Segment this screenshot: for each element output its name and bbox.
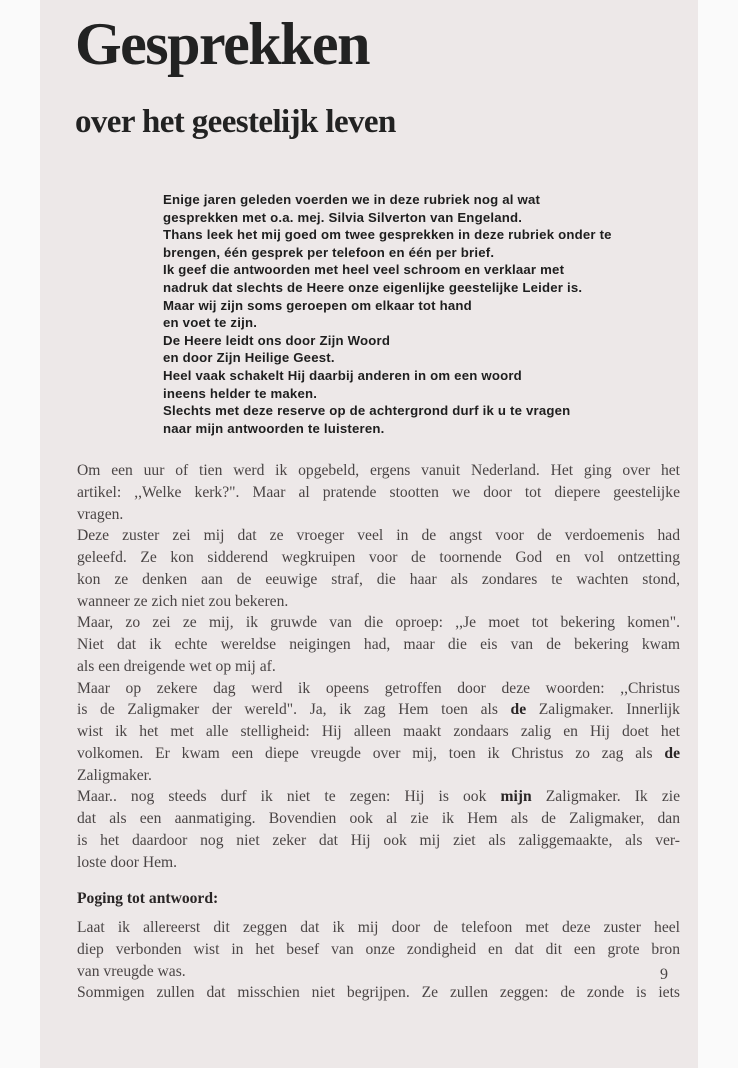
line-text: Om een uur of tien werd ik opgebeld, ergens vanuit Nederland. Het ging over het bbox=[77, 462, 680, 479]
line-text: Zaligmaker. bbox=[77, 766, 152, 784]
intro-line: Ik geef die antwoorden met heel veel schroom en verklaar met bbox=[163, 262, 565, 278]
line-text: Maar op zekere dag werd ik opeens getroffen door deze woorden: ,,Christus bbox=[77, 679, 680, 697]
line-text: is het daardoor nog niet zeker dat Hij ook mij ziet als zaliggemaakte, als ver- bbox=[77, 831, 680, 849]
line-text: wist ik het met alle stelligheid: Hij alleen maakt zondaars zalig en Hij doet het bbox=[77, 723, 680, 740]
text-line bbox=[77, 656, 680, 678]
emphasis: de bbox=[510, 701, 527, 719]
intro-line: Heel vaak schakelt Hij daarbij anderen in om een woord bbox=[163, 367, 522, 383]
text-line bbox=[77, 460, 680, 482]
text-line bbox=[77, 939, 680, 961]
line-text: als een dreigende wet op mij af. bbox=[77, 657, 276, 675]
text-line bbox=[77, 765, 680, 787]
page-subtitle: over het geestelijk leven bbox=[75, 104, 396, 140]
text-line bbox=[77, 830, 680, 852]
text-line bbox=[77, 786, 680, 808]
intro-line: brengen, één gesprek per telefoon en één per brief. bbox=[163, 244, 495, 260]
text-line bbox=[77, 852, 680, 874]
intro-line: Enige jaren geleden voerden we in deze rubriek nog al wat bbox=[163, 192, 541, 207]
text-line bbox=[77, 482, 680, 504]
text-line bbox=[77, 721, 680, 743]
answer-heading: Poging tot antwoord: bbox=[77, 890, 219, 908]
intro-line: gesprekken met o.a. mej. Silvia Silverton van Engeland. bbox=[163, 209, 523, 225]
line-text: is de Zaligmaker der wereld". Ja, ik zag Hem toen als bbox=[77, 701, 511, 719]
line-text: geleefd. Ze kon sidderend wegkruipen voor de toornende God en vol ontzetting bbox=[77, 549, 680, 566]
line-text: Zaligmaker. Ik zie bbox=[531, 788, 680, 806]
line-text: volkomen. Er kwam een diepe vreugde over mij, toen ik Christus zo zag als bbox=[77, 744, 665, 762]
intro-block bbox=[163, 191, 653, 437]
line-text: Sommigen zullen dat misschien niet begrijpen. Ze zullen zeggen: de zonde is iets bbox=[77, 984, 680, 1002]
text-line bbox=[77, 961, 680, 983]
intro-line: Maar wij zijn soms geroepen om elkaar tot hand bbox=[163, 297, 472, 313]
line-text: diep verbonden wist in het besef van onze zondigheid en dat dit een grote bron bbox=[77, 940, 680, 958]
text-line bbox=[77, 591, 680, 613]
text-line bbox=[77, 808, 680, 830]
text-line bbox=[77, 678, 680, 700]
intro-line: naar mijn antwoorden te luisteren. bbox=[163, 420, 385, 436]
emphasis: mijn bbox=[500, 788, 532, 806]
story-text bbox=[77, 460, 680, 873]
text-line bbox=[77, 525, 680, 547]
document-page bbox=[40, 0, 698, 1068]
text-line bbox=[77, 982, 680, 1004]
text-line bbox=[77, 699, 680, 721]
text-line bbox=[77, 504, 680, 526]
line-text: wanneer ze zich niet zou bekeren. bbox=[77, 592, 289, 610]
article-body bbox=[77, 460, 680, 1004]
emphasis: de bbox=[664, 744, 680, 762]
line-text: Laat ik allereerst dit zeggen dat ik mij door de telefoon met deze zuster heel bbox=[77, 919, 680, 936]
line-text: Deze zuster zei mij dat ze vroeger veel in de angst voor de verdoemenis had bbox=[77, 527, 680, 545]
text-line bbox=[77, 743, 680, 765]
intro-line: De Heere leidt ons door Zijn Woord bbox=[163, 332, 391, 348]
text-line bbox=[77, 547, 680, 569]
line-text: Niet dat ik echte wereldse neigingen had, maar die eis van de bekering kwam bbox=[77, 636, 680, 653]
text-line bbox=[77, 634, 680, 656]
intro-line: nadruk dat slechts de Heere onze eigenlijke geestelijke Leider is. bbox=[163, 279, 583, 295]
intro-line: en door Zijn Heilige Geest. bbox=[163, 350, 335, 366]
line-text: van vreugde was. bbox=[77, 962, 186, 980]
page-title: Gesprekken bbox=[75, 11, 369, 77]
text-line bbox=[77, 917, 680, 939]
line-text: vragen. bbox=[77, 505, 124, 523]
page-number: 9 bbox=[660, 966, 668, 983]
line-text: Zaligmaker. Innerlijk bbox=[526, 701, 680, 719]
text-line bbox=[77, 612, 680, 634]
line-text: Maar, zo zei ze mij, ik gruwde van die oproep: ,,Je moet tot bekering komen". bbox=[77, 614, 680, 632]
intro-line: Slechts met deze reserve op de achtergrond durf ik u te vragen bbox=[163, 403, 571, 419]
intro-line: ineens helder te maken. bbox=[163, 385, 318, 401]
line-text: kon ze denken aan de eeuwige straf, die haar als zondares te wachten stond, bbox=[77, 570, 680, 588]
intro-line: Thans leek het mij goed om twee gesprekken in deze rubriek onder te bbox=[163, 227, 612, 243]
line-text: artikel: ,,Welke kerk?". Maar al pratende stootten we door tot diepere geestelijke bbox=[77, 483, 680, 501]
line-text: dat als een aanmatiging. Bovendien ook al zie ik Hem als de Zaligmaker, dan bbox=[77, 810, 680, 827]
line-text: loste door Hem. bbox=[77, 853, 178, 871]
intro-line: en voet te zijn. bbox=[163, 315, 258, 331]
text-line bbox=[77, 569, 680, 591]
answer-text bbox=[77, 917, 680, 1004]
line-text: Maar.. nog steeds durf ik niet te zegen: Hij is ook bbox=[77, 788, 501, 806]
